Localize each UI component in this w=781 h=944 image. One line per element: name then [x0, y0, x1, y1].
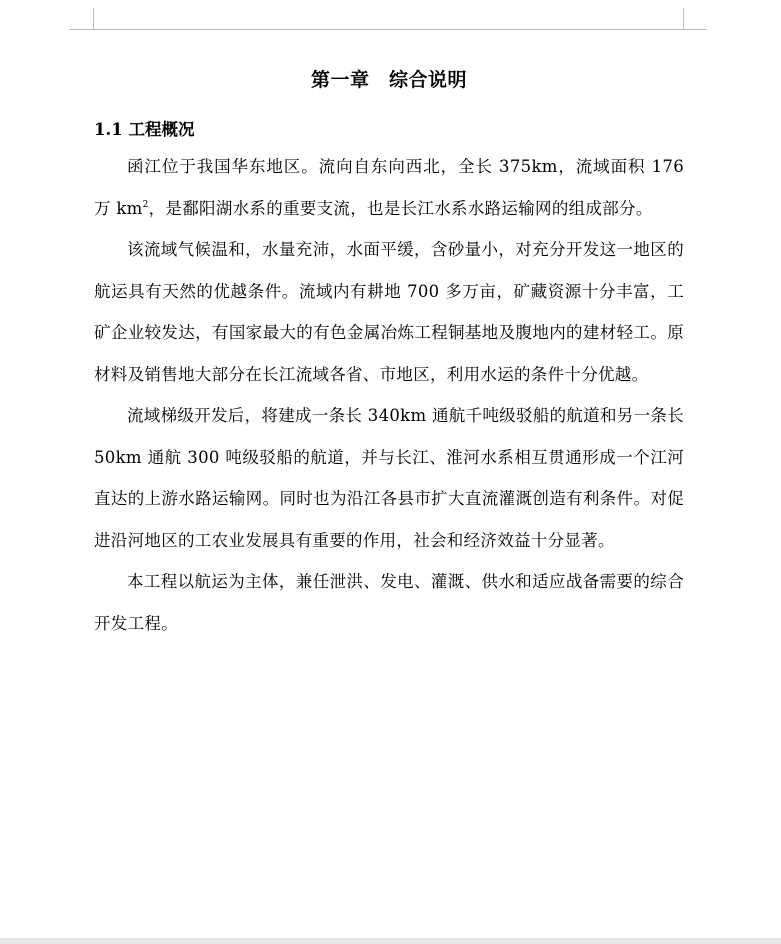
margin-crop-mark-left: [93, 8, 94, 30]
paragraph-overview-location: 函江位于我国华东地区。流向自东向西北，全长 375km，流域面积 176 万 $km^2$，是鄱阳湖水系的重要支流，也是长江水系水路运输网的组成部分。: [94, 157, 684, 218]
chapter-title: 第一章 综合说明: [310, 69, 467, 91]
margin-crop-mark-top: [69, 29, 707, 30]
page-bottom-edge: [0, 938, 781, 944]
paragraph-overview-climate: 该流域气候温和，水量充沛，水面平缓，含砂量小，对充分开发这一地区的航运具有天然的优越条件。流域内有耕地 700 多万亩，矿藏资源十分丰富，工矿企业较发达，有国家最大的有色金属冶炼工程铜基地及腹地内的建材轻工。原材料及销售地大部分在长江流域各省、市地区，利用水运的条件十分优越。: [94, 240, 684, 384]
section-title: 1.1 工程概况: [94, 120, 195, 139]
paragraph-overview-purpose: 本工程以航运为主体，兼任泄洪、发电、灌溉、供水和适应战备需要的综合开发工程。: [94, 572, 684, 633]
document-body: [94, 60, 684, 644]
paragraph-overview-development: 流域梯级开发后，将建成一条长 340km 通航千吨级驳船的航道和另一条长 50km 通航 300 吨级驳船的航道，并与长江、淮河水系相互贯通形成一个江河直达的上游水路运输网。同时也为沿江各县市扩大直流灌溉创造有利条件。对促进沿河地区的工农业发展具有重要的作用，社会和经济效益十分显著。: [94, 406, 684, 550]
margin-crop-mark-right: [683, 8, 684, 30]
